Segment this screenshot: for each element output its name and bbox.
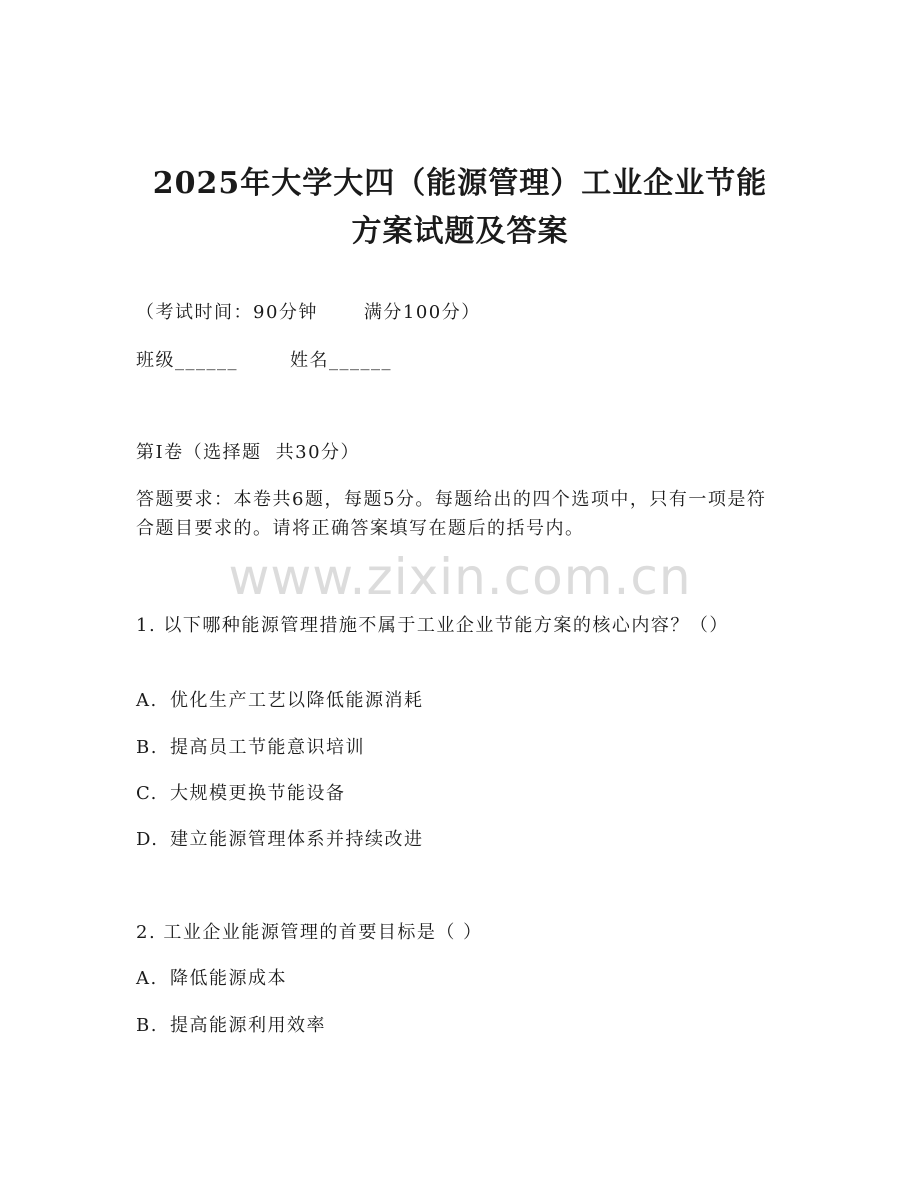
question-2-option-b xyxy=(136,1012,770,1040)
option-letter: B. xyxy=(136,1015,158,1036)
question-2-stem: 2. 工业企业能源管理的首要目标是（ ） xyxy=(136,922,483,943)
document-title-line-1: 2025年大学大四（能源管理）工业企业节能 xyxy=(152,166,768,201)
option-letter: D. xyxy=(136,829,159,850)
question-1-option-c xyxy=(136,780,770,808)
option-letter: B. xyxy=(136,737,158,758)
student-info xyxy=(136,347,770,375)
answer-instructions: 答题要求：本卷共6题，每题5分。每题给出的四个选项中，只有一项是符合题目要求的。请将正确答案填写在题后的括号内。 xyxy=(136,489,767,539)
document-title-line-2: 方案试题及答案 xyxy=(351,214,569,249)
question-1-option-a xyxy=(136,687,770,715)
section-points: 共30分） xyxy=(275,442,361,463)
exam-score: 满分100分） xyxy=(363,302,481,323)
name-field: 姓名______ xyxy=(290,350,392,371)
section-heading xyxy=(136,439,770,467)
class-field: 班级______ xyxy=(136,350,238,371)
question-1-option-d xyxy=(136,826,770,854)
option-letter: A. xyxy=(136,968,158,989)
exam-time: （考试时间：90分钟 xyxy=(136,302,318,323)
watermark: www.zixin.com.cn xyxy=(228,548,692,606)
option-text: 大规模更换节能设备 xyxy=(170,783,346,804)
exam-info xyxy=(136,299,770,327)
option-text: 建立能源管理体系并持续改进 xyxy=(170,829,424,850)
option-text: 提高能源利用效率 xyxy=(170,1015,326,1036)
question-2-option-a xyxy=(136,965,770,993)
section-part: 第I卷（选择题 xyxy=(136,442,262,463)
option-letter: A. xyxy=(136,690,158,711)
option-text: 优化生产工艺以降低能源消耗 xyxy=(170,690,424,711)
option-letter: C. xyxy=(136,783,158,804)
question-1-stem: 1. 以下哪种能源管理措施不属于工业企业节能方案的核心内容？（） xyxy=(136,615,729,636)
question-1-option-b xyxy=(136,734,770,762)
option-text: 提高员工节能意识培训 xyxy=(170,737,365,758)
option-text: 降低能源成本 xyxy=(170,968,287,989)
